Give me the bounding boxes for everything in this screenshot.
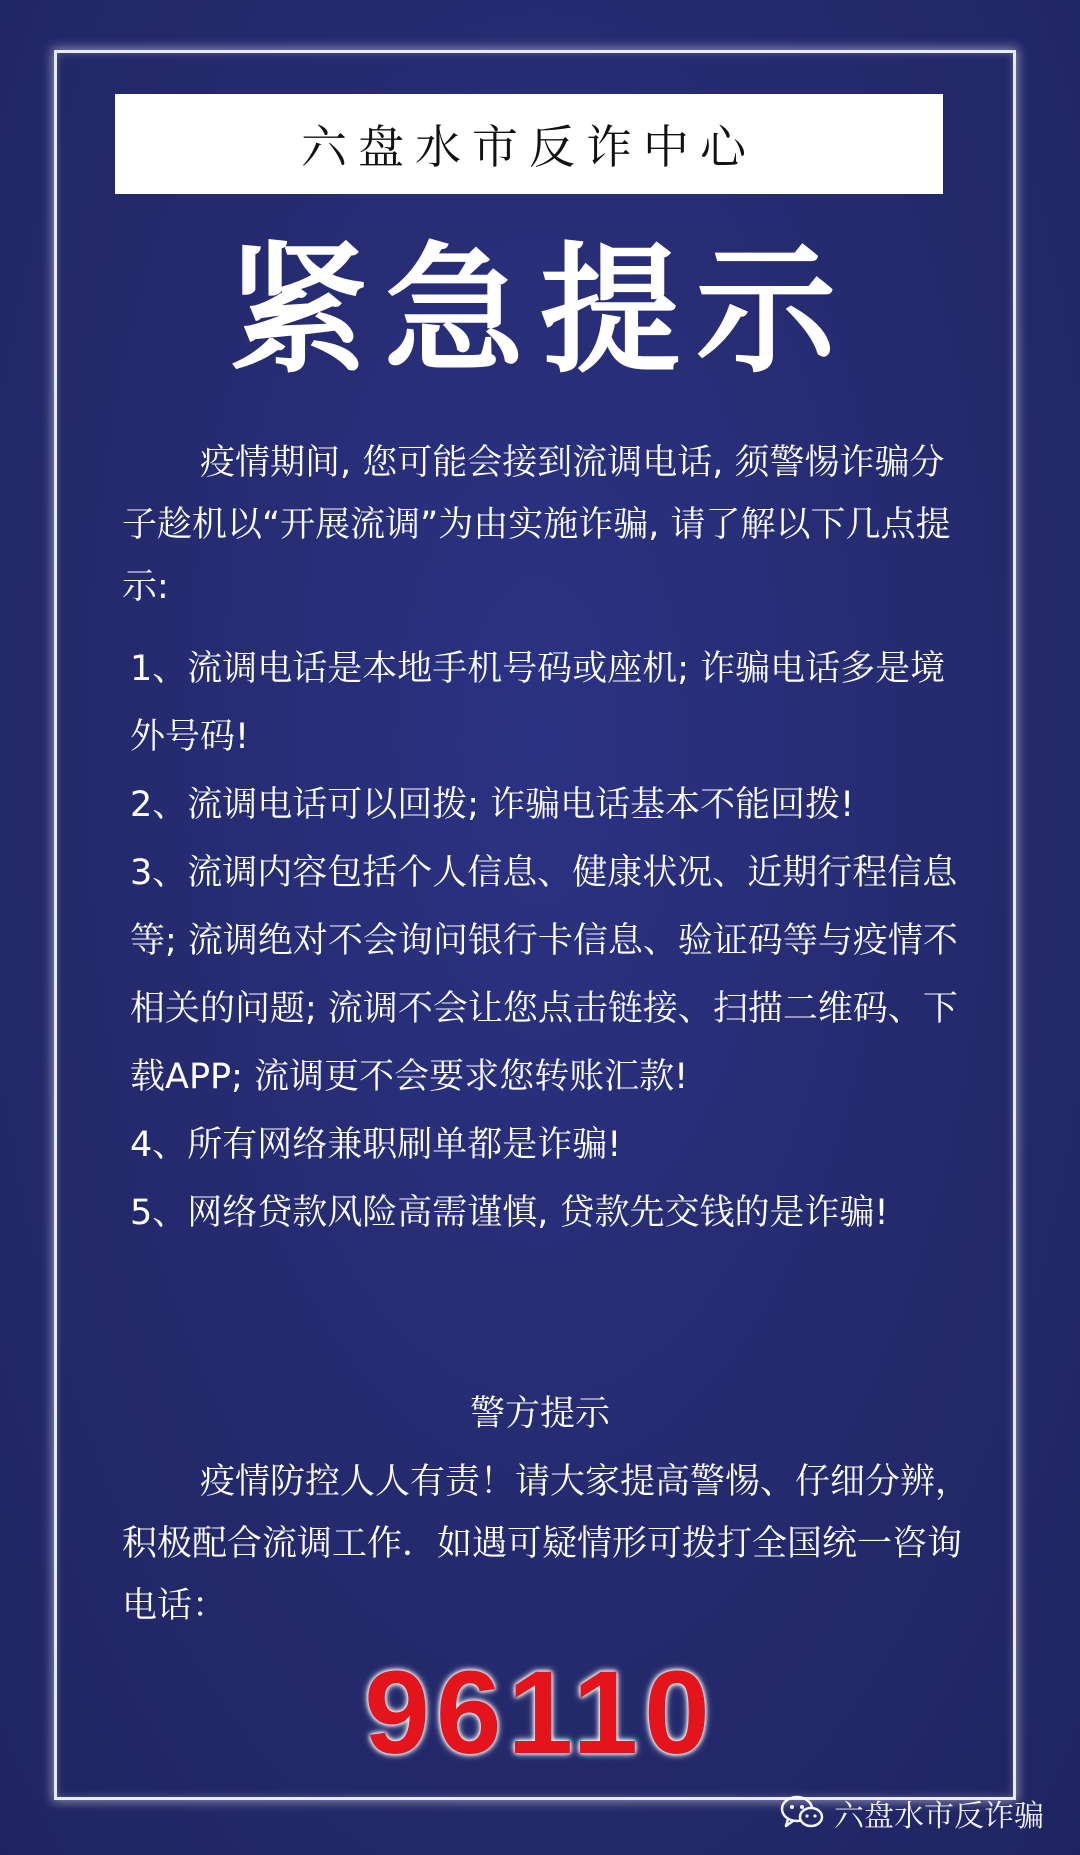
police-notice-body: 疫情防控人人有责！请大家提高警惕、仔细分辨，积极配合流调工作．如遇可疑情形可拨打全国统一咨询电话：: [122, 1462, 971, 1626]
source-watermark: [780, 1791, 1044, 1835]
tips-list: [130, 635, 960, 1247]
list-item: 2、流调电话可以回拨; 诈骗电话基本不能回拨!: [130, 785, 855, 825]
list-item: 1、流调电话是本地手机号码或座机; 诈骗电话多是境外号码!: [130, 649, 946, 757]
list-item: 5、网络贷款风险高需谨慎, 贷款先交钱的是诈骗!: [130, 1193, 889, 1233]
list-item: 3、流调内容包括个人信息、健康状况、近期行程信息等; 流调绝对不会询问银行卡信息、验证码等与疫情不相关的问题; 流调不会让您点击链接、扫描二维码、下载APP; 流调更不会要求您转账汇款!: [130, 853, 958, 1097]
org-name: 六盘水市反诈中心: [301, 120, 757, 174]
page-title: 紧急提示: [227, 230, 852, 393]
watermark-text: 六盘水市反诈骗: [834, 1799, 1044, 1834]
list-item: 4、所有网络兼职刷单都是诈骗!: [130, 1125, 622, 1165]
wechat-icon: [780, 1795, 824, 1831]
hotline-number: 96110: [364, 1647, 716, 1779]
police-notice-title: 警方提示: [469, 1394, 610, 1434]
intro-paragraph: 疫情期间, 您可能会接到流调电话, 须警惕诈骗分子趁机以“开展流调”为由实施诈骗, 请了解以下几点提示:: [122, 443, 951, 607]
header-banner: [115, 94, 943, 194]
